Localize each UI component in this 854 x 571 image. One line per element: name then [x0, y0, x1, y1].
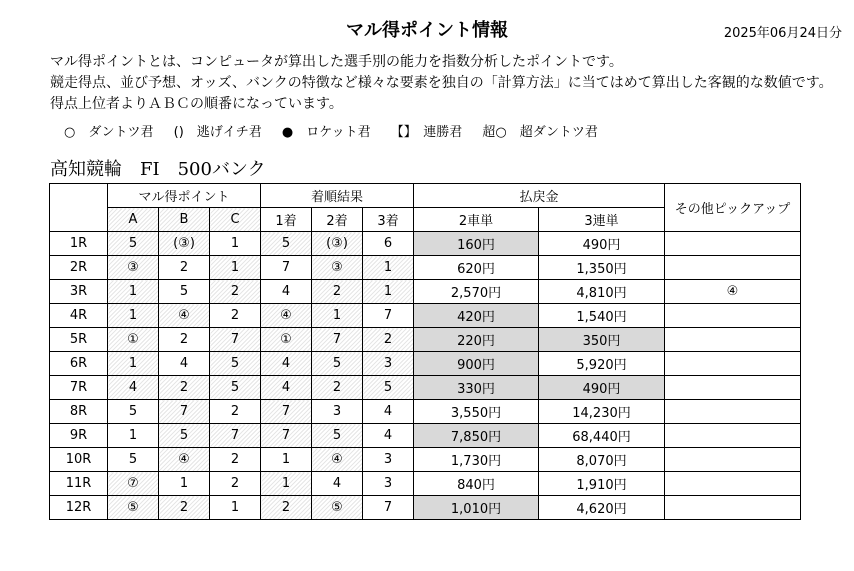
results-header: 着順結果 — [261, 184, 414, 208]
cell-r3: 4 — [363, 400, 414, 424]
cell-r1: 7 — [261, 256, 312, 280]
cell-r2: ⑤ — [312, 496, 363, 520]
cell-a: 5 — [108, 232, 159, 256]
cell-other — [665, 496, 801, 520]
cell-trifecta: 1,540円 — [539, 304, 665, 328]
cell-r1: ④ — [261, 304, 312, 328]
cell-exacta: 420円 — [414, 304, 539, 328]
cell-trifecta: 1,350円 — [539, 256, 665, 280]
cell-b: 4 — [159, 352, 210, 376]
col-exacta-header: 2車単 — [414, 208, 539, 232]
cell-trifecta: 4,810円 — [539, 280, 665, 304]
cell-exacta: 620円 — [414, 256, 539, 280]
cell-r1: 5 — [261, 232, 312, 256]
venue-title: 高知競輪 FI 500バンク — [50, 159, 266, 180]
cell-r3: 1 — [363, 280, 414, 304]
race-header — [50, 184, 108, 232]
cell-trifecta: 5,920円 — [539, 352, 665, 376]
cell-race: 3R — [50, 280, 108, 304]
cell-other — [665, 424, 801, 448]
table-row — [50, 232, 801, 256]
col-b-header: B — [159, 208, 210, 232]
cell-r1: 4 — [261, 352, 312, 376]
cell-trifecta: 490円 — [539, 232, 665, 256]
cell-exacta: 160円 — [414, 232, 539, 256]
report-date: 2025年06月24日分 — [723, 26, 842, 41]
cell-a: 5 — [108, 448, 159, 472]
cell-c: 1 — [210, 496, 261, 520]
cell-race: 12R — [50, 496, 108, 520]
payout-header: 払戻金 — [414, 184, 665, 208]
cell-exacta: 2,570円 — [414, 280, 539, 304]
col-2nd-header: 2着 — [312, 208, 363, 232]
col-c-header: C — [210, 208, 261, 232]
cell-r2: (③) — [312, 232, 363, 256]
cell-other — [665, 448, 801, 472]
cell-b: 2 — [159, 328, 210, 352]
cell-c: 1 — [210, 232, 261, 256]
cell-trifecta: 4,620円 — [539, 496, 665, 520]
cell-a: 1 — [108, 424, 159, 448]
cell-r3: 6 — [363, 232, 414, 256]
cell-other: ④ — [665, 280, 801, 304]
cell-r3: 2 — [363, 328, 414, 352]
cell-race: 9R — [50, 424, 108, 448]
table-row — [50, 496, 801, 520]
cell-a: 4 — [108, 376, 159, 400]
legend — [64, 121, 614, 140]
cell-c: 5 — [210, 376, 261, 400]
cell-b: 2 — [159, 256, 210, 280]
col-a-header: A — [108, 208, 159, 232]
cell-r2: ③ — [312, 256, 363, 280]
other-header: その他ピックアップ — [665, 184, 801, 232]
cell-r2: 5 — [312, 352, 363, 376]
cell-other — [665, 400, 801, 424]
cell-exacta: 1,730円 — [414, 448, 539, 472]
cell-r2: 2 — [312, 280, 363, 304]
description — [50, 52, 840, 115]
cell-r3: 7 — [363, 496, 414, 520]
cell-a: 1 — [108, 304, 159, 328]
cell-b: ④ — [159, 304, 210, 328]
cell-r3: 4 — [363, 424, 414, 448]
cell-exacta: 7,850円 — [414, 424, 539, 448]
legend-item: 【】 連勝君 — [390, 125, 463, 140]
cell-race: 11R — [50, 472, 108, 496]
cell-c: 7 — [210, 424, 261, 448]
cell-r1: 4 — [261, 376, 312, 400]
cell-other — [665, 376, 801, 400]
cell-b: 5 — [159, 280, 210, 304]
cell-other — [665, 472, 801, 496]
cell-c: 2 — [210, 280, 261, 304]
cell-other — [665, 328, 801, 352]
cell-race: 4R — [50, 304, 108, 328]
cell-race: 8R — [50, 400, 108, 424]
legend-item: 超○ 超ダントツ君 — [482, 125, 598, 140]
cell-other — [665, 352, 801, 376]
cell-r1: 1 — [261, 472, 312, 496]
cell-a: 1 — [108, 352, 159, 376]
table-row — [50, 472, 801, 496]
cell-a: ⑤ — [108, 496, 159, 520]
cell-exacta: 3,550円 — [414, 400, 539, 424]
description-line-2: 競走得点、並び予想、オッズ、バンクの特徴など様々な要素を独自の「計算方法」に当てはめて算出した客観的な数値です。得点上位者よりＡＢＣの順番になっています。 — [50, 75, 833, 112]
results-table — [49, 183, 801, 520]
table-row — [50, 280, 801, 304]
cell-b: 5 — [159, 424, 210, 448]
cell-race: 10R — [50, 448, 108, 472]
cell-r2: ④ — [312, 448, 363, 472]
cell-r2: 2 — [312, 376, 363, 400]
cell-other — [665, 232, 801, 256]
cell-race: 6R — [50, 352, 108, 376]
cell-r2: 1 — [312, 304, 363, 328]
cell-r1: ① — [261, 328, 312, 352]
cell-exacta: 220円 — [414, 328, 539, 352]
table-row — [50, 400, 801, 424]
cell-r1: 7 — [261, 424, 312, 448]
points-header: マル得ポイント — [108, 184, 261, 208]
cell-r2: 4 — [312, 472, 363, 496]
cell-exacta: 840円 — [414, 472, 539, 496]
cell-r1: 7 — [261, 400, 312, 424]
cell-other — [665, 304, 801, 328]
col-1st-header: 1着 — [261, 208, 312, 232]
table-row — [50, 448, 801, 472]
cell-a: 1 — [108, 280, 159, 304]
cell-race: 7R — [50, 376, 108, 400]
cell-trifecta: 350円 — [539, 328, 665, 352]
cell-exacta: 1,010円 — [414, 496, 539, 520]
table-row — [50, 304, 801, 328]
cell-r3: 3 — [363, 352, 414, 376]
cell-c: 5 — [210, 352, 261, 376]
cell-r1: 4 — [261, 280, 312, 304]
cell-trifecta: 14,230円 — [539, 400, 665, 424]
legend-item: ○ ダントツ君 — [64, 125, 154, 140]
cell-r2: 3 — [312, 400, 363, 424]
cell-trifecta: 490円 — [539, 376, 665, 400]
cell-b: 2 — [159, 376, 210, 400]
table-row — [50, 424, 801, 448]
cell-race: 1R — [50, 232, 108, 256]
cell-trifecta: 1,910円 — [539, 472, 665, 496]
col-3rd-header: 3着 — [363, 208, 414, 232]
table-row — [50, 376, 801, 400]
cell-a: ③ — [108, 256, 159, 280]
cell-c: 2 — [210, 472, 261, 496]
results-body — [50, 232, 801, 520]
cell-a: ⑦ — [108, 472, 159, 496]
cell-c: 2 — [210, 448, 261, 472]
table-row — [50, 328, 801, 352]
description-line-1: マル得ポイントとは、コンピュータが算出した選手別の能力を指数分析したポイントです。 — [50, 54, 623, 70]
cell-race: 5R — [50, 328, 108, 352]
cell-r3: 7 — [363, 304, 414, 328]
cell-r1: 1 — [261, 448, 312, 472]
cell-r1: 2 — [261, 496, 312, 520]
cell-b: ④ — [159, 448, 210, 472]
cell-r3: 1 — [363, 256, 414, 280]
cell-trifecta: 8,070円 — [539, 448, 665, 472]
cell-c: 2 — [210, 304, 261, 328]
cell-r2: 7 — [312, 328, 363, 352]
cell-other — [665, 256, 801, 280]
cell-c: 2 — [210, 400, 261, 424]
cell-race: 2R — [50, 256, 108, 280]
cell-b: 1 — [159, 472, 210, 496]
cell-exacta: 900円 — [414, 352, 539, 376]
legend-item: ● ロケット君 — [281, 125, 371, 140]
cell-a: 5 — [108, 400, 159, 424]
page-title: マル得ポイント情報 — [346, 20, 508, 41]
legend-item: () 逃げイチ君 — [173, 125, 262, 140]
cell-trifecta: 68,440円 — [539, 424, 665, 448]
cell-c: 7 — [210, 328, 261, 352]
cell-b: 2 — [159, 496, 210, 520]
cell-c: 1 — [210, 256, 261, 280]
cell-r2: 5 — [312, 424, 363, 448]
cell-b: 7 — [159, 400, 210, 424]
cell-r3: 5 — [363, 376, 414, 400]
cell-r3: 3 — [363, 472, 414, 496]
cell-r3: 3 — [363, 448, 414, 472]
table-row — [50, 352, 801, 376]
cell-a: ① — [108, 328, 159, 352]
cell-exacta: 330円 — [414, 376, 539, 400]
table-row — [50, 256, 801, 280]
col-trifecta-header: 3連単 — [539, 208, 665, 232]
cell-b: (③) — [159, 232, 210, 256]
